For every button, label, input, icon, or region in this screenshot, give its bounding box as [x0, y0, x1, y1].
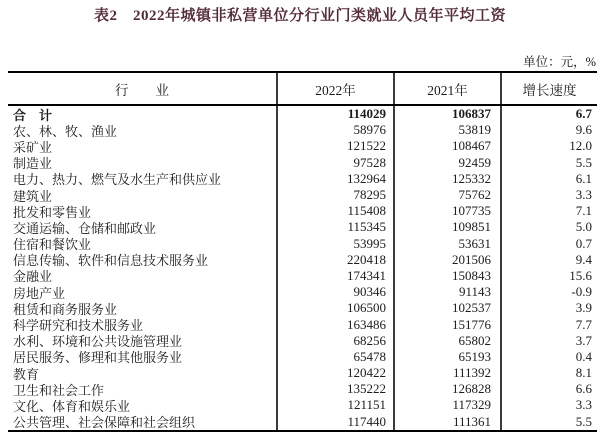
value-2021-cell: 106837 — [395, 106, 502, 122]
industry-cell: 住宿和餐饮业 — [8, 236, 278, 252]
industry-cell: 房地产业 — [8, 284, 278, 300]
industry-cell: 科学研究和技术服务业 — [8, 316, 278, 332]
value-2021-cell: 201506 — [395, 252, 502, 268]
value-2022-cell: 115408 — [278, 203, 395, 219]
value-2021-cell: 108467 — [395, 138, 502, 154]
table-row — [8, 106, 597, 122]
table-row — [8, 252, 597, 268]
value-2022-cell: 90346 — [278, 284, 395, 300]
value-2022-cell: 114029 — [278, 106, 395, 122]
growth-cell: 3.7 — [575, 332, 592, 348]
table-row — [8, 316, 597, 332]
table-row — [8, 122, 597, 138]
growth-cell: 6.7 — [575, 106, 592, 122]
value-2022-cell: 220418 — [278, 252, 395, 268]
page-title: 表2 2022年城镇非私营单位分行业门类就业人员年平均工资 — [93, 8, 506, 24]
growth-cell: 0.4 — [575, 348, 592, 364]
value-2021-cell: 53819 — [395, 122, 502, 138]
industry-cell: 交通运输、仓储和邮政业 — [8, 219, 278, 235]
industry-cell: 教育 — [8, 365, 278, 381]
value-2021-cell: 117329 — [395, 397, 502, 413]
value-2022-cell: 120422 — [278, 365, 395, 381]
table-row — [8, 349, 597, 365]
industry-cell: 批发和零售业 — [8, 203, 278, 219]
header-2022: 2022年 — [278, 73, 395, 104]
table-row — [8, 414, 597, 430]
growth-cell: 15.6 — [569, 267, 592, 283]
value-2022-cell: 163486 — [278, 316, 395, 332]
table-row — [8, 300, 597, 316]
growth-cell: 6.6 — [575, 381, 592, 397]
growth-cell: 3.3 — [575, 187, 592, 203]
industry-cell: 居民服务、修理和其他服务业 — [8, 349, 278, 365]
growth-cell: 3.9 — [575, 300, 592, 316]
industry-cell: 制造业 — [8, 155, 278, 171]
table-row — [8, 138, 597, 154]
value-2022-cell: 68256 — [278, 333, 395, 349]
industry-cell: 水利、环境和公共设施管理业 — [8, 333, 278, 349]
table-row — [8, 187, 597, 203]
table-header-row — [8, 73, 597, 106]
table-row — [8, 284, 597, 300]
industry-cell: 采矿业 — [8, 138, 278, 154]
table-row — [8, 236, 597, 252]
industry-cell: 电力、热力、燃气及水生产和供应业 — [8, 171, 278, 187]
value-2022-cell: 53995 — [278, 236, 395, 252]
growth-cell: 3.3 — [575, 397, 592, 413]
table-row — [8, 203, 597, 219]
industry-cell: 金融业 — [8, 268, 278, 284]
value-2021-cell: 126828 — [395, 381, 502, 397]
value-2022-cell: 58976 — [278, 122, 395, 138]
growth-cell: 9.6 — [575, 122, 592, 138]
value-2022-cell: 115345 — [278, 219, 395, 235]
table-row — [8, 219, 597, 235]
industry-cell: 卫生和社会工作 — [8, 381, 278, 397]
growth-cell: 6.1 — [575, 170, 592, 186]
industry-cell: 合 计 — [8, 106, 278, 122]
table-row — [8, 171, 597, 187]
value-2021-cell: 125332 — [395, 171, 502, 187]
wage-table — [8, 71, 597, 432]
value-2021-cell: 65193 — [395, 349, 502, 365]
table-row — [8, 155, 597, 171]
value-2021-cell: 150843 — [395, 268, 502, 284]
value-2021-cell: 75762 — [395, 187, 502, 203]
value-2022-cell: 78295 — [278, 187, 395, 203]
growth-cell: 5.5 — [575, 413, 592, 429]
header-2021: 2021年 — [395, 73, 502, 104]
industry-cell: 信息传输、软件和信息技术服务业 — [8, 252, 278, 268]
value-2021-cell: 65802 — [395, 333, 502, 349]
value-2021-cell: 111392 — [395, 365, 502, 381]
table-row — [8, 397, 597, 413]
table-row — [8, 333, 597, 349]
value-2022-cell: 117440 — [278, 414, 395, 430]
industry-cell: 建筑业 — [8, 187, 278, 203]
growth-cell: -0.9 — [571, 284, 592, 300]
value-2021-cell: 53631 — [395, 236, 502, 252]
growth-cell: 8.1 — [575, 365, 592, 381]
value-2022-cell: 97528 — [278, 155, 395, 171]
value-2022-cell: 174341 — [278, 268, 395, 284]
growth-cell: 7.1 — [575, 203, 592, 219]
table-row — [8, 268, 597, 284]
growth-cell: 5.5 — [575, 154, 592, 170]
table-body — [8, 106, 597, 430]
value-2021-cell: 111361 — [395, 414, 502, 430]
value-2022-cell: 121151 — [278, 397, 395, 413]
growth-cell: 7.7 — [575, 316, 592, 332]
unit-label: 单位：元，% — [523, 55, 596, 69]
industry-cell: 公共管理、社会保障和社会组织 — [8, 414, 278, 430]
growth-cell: 12.0 — [569, 138, 592, 154]
growth-cell: 0.7 — [575, 235, 592, 251]
growth-cell: 5.0 — [575, 219, 592, 235]
table-row — [8, 365, 597, 381]
header-industry: 行 业 — [8, 73, 278, 104]
value-2021-cell: 109851 — [395, 219, 502, 235]
industry-cell: 农、林、牧、渔业 — [8, 122, 278, 138]
table-row — [8, 381, 597, 397]
value-2022-cell: 132964 — [278, 171, 395, 187]
value-2021-cell: 91143 — [395, 284, 502, 300]
growth-cell: 9.4 — [575, 251, 592, 267]
value-2021-cell: 102537 — [395, 300, 502, 316]
value-2022-cell: 135222 — [278, 381, 395, 397]
value-2022-cell: 65478 — [278, 349, 395, 365]
value-2021-cell: 92459 — [395, 155, 502, 171]
header-growth: 增长速度 — [522, 82, 577, 98]
value-2021-cell: 107735 — [395, 203, 502, 219]
industry-cell: 文化、体育和娱乐业 — [8, 397, 278, 413]
value-2022-cell: 121522 — [278, 138, 395, 154]
industry-cell: 租赁和商务服务业 — [8, 300, 278, 316]
value-2022-cell: 106500 — [278, 300, 395, 316]
value-2021-cell: 151776 — [395, 316, 502, 332]
